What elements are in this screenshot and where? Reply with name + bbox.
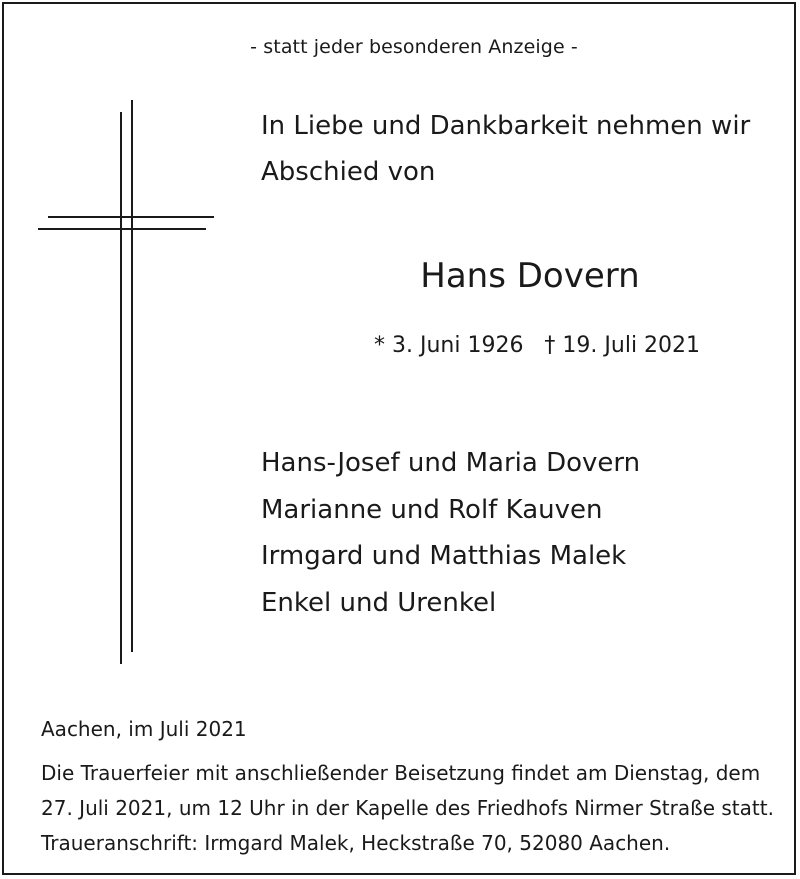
place-date: Aachen, im Juli 2021	[41, 717, 247, 741]
intro-line-1: In Liebe und Dankbarkeit nehmen wir	[261, 111, 751, 141]
life-dates: * 3. Juni 1926 † 19. Juli 2021	[374, 333, 701, 358]
cross-horizontal-bar-top	[48, 216, 214, 218]
family-member: Enkel und Urenkel	[261, 587, 497, 618]
intro-line-2: Abschied von	[261, 157, 436, 187]
family-list	[261, 440, 640, 626]
cross-vertical-bar-right	[131, 100, 133, 652]
family-member: Marianne und Rolf Kauven	[261, 494, 603, 525]
cross-vertical-bar-left	[120, 112, 122, 664]
cross-horizontal-bar-bottom	[38, 228, 206, 230]
funeral-info	[41, 756, 774, 861]
deceased-name: Hans Dovern	[420, 256, 640, 296]
funeral-info-line: 27. Juli 2021, um 12 Uhr in der Kapelle des Friedhofs Nirmer Straße statt.	[41, 796, 774, 820]
notice-line: - statt jeder besonderen Anzeige -	[250, 36, 578, 58]
cross-icon	[38, 100, 218, 666]
funeral-address-line: Traueranschrift: Irmgard Malek, Heckstraße 70, 52080 Aachen.	[41, 831, 671, 855]
family-member: Hans-Josef und Maria Dovern	[261, 448, 641, 478]
family-member: Irmgard und Matthias Malek	[261, 541, 627, 571]
funeral-info-line: Die Trauerfeier mit anschließender Beisetzung findet am Dienstag, dem	[41, 761, 761, 785]
intro-text	[261, 103, 750, 195]
